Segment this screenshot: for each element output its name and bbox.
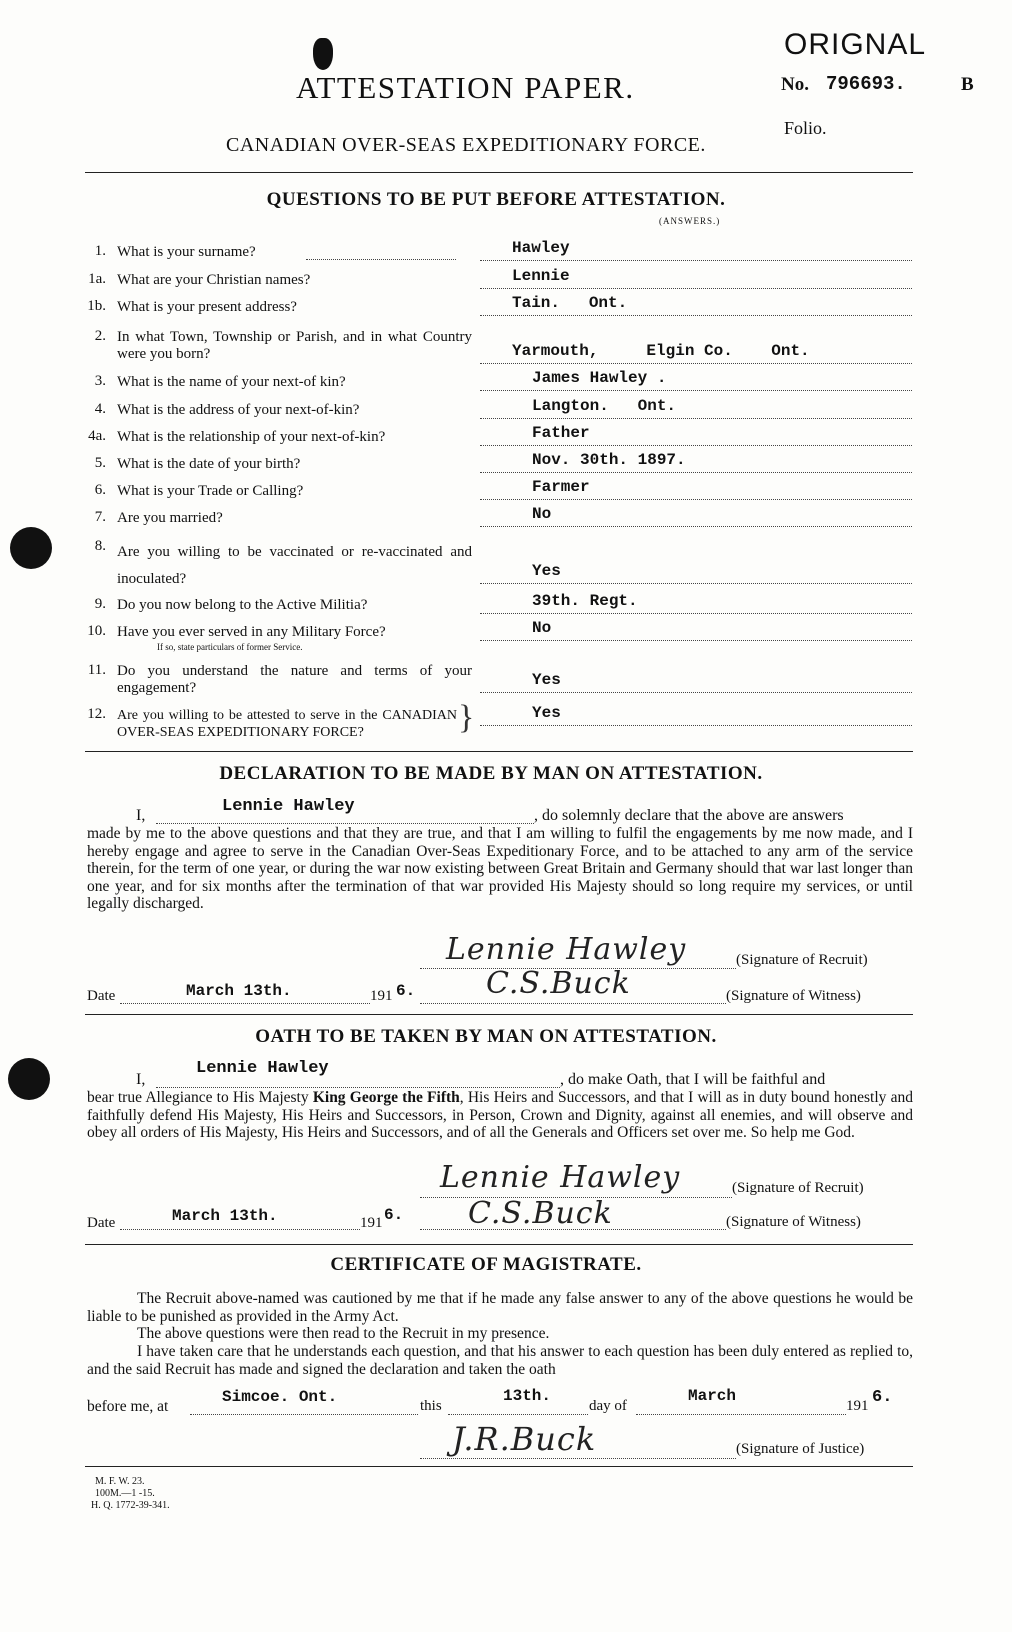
answer-militia: 39th. Regt. [532, 592, 638, 610]
questions-heading: QUESTIONS TO BE PUT BEFORE ATTESTATION. [266, 189, 726, 210]
answer-line [480, 288, 912, 289]
day-line [448, 1414, 588, 1415]
date-line [120, 1229, 360, 1230]
question-number: 6. [94, 482, 106, 498]
question-text: What is your Trade or Calling? [117, 483, 304, 499]
question-number: 1b. [87, 298, 106, 314]
divider [85, 751, 913, 752]
declaration-date: March 13th. [186, 982, 292, 1000]
name-line [156, 1087, 560, 1088]
answer-birthplace: Yarmouth, Elgin Co. Ont. [512, 342, 810, 360]
certificate-month: March [688, 1387, 737, 1405]
question-number: 2. [94, 328, 106, 344]
question-text: Do you understand the nature and terms of your engagement? [117, 663, 472, 696]
answer-understand-terms: Yes [532, 671, 561, 689]
question-number: 3. [94, 373, 106, 389]
recruit-signature: Lennie Hawley [446, 932, 687, 967]
year-prefix: 191 [360, 1215, 383, 1231]
answer-married: No [532, 505, 552, 523]
question-number: 4. [94, 401, 106, 417]
answer-line [480, 692, 912, 693]
answer-line [480, 390, 912, 391]
answer-line [480, 472, 912, 473]
oath-i: I, [136, 1071, 146, 1088]
answer-line [480, 260, 912, 261]
question-number: 11. [87, 662, 106, 678]
declaration-body: made by me to the above questions and that they are true, and that I am willing to fulfil the engagements by me now made, and I hereby engage and agree to serve in the Canadian Over-Seas Expeditionary Force, and to be attached to any arm of the service therein, for the term of one year, or during the war now existing between Great Britain and Germany should that war last longer than one year, and for six months after the termination of that war provided His Majesty should so long require my services, or until legally discharged. [87, 825, 913, 912]
question-number: 1. [94, 243, 106, 259]
this-label: this [420, 1398, 442, 1414]
question-number: 9. [94, 596, 106, 612]
answer-line [480, 613, 912, 614]
oath-body-a: bear true Allegiance to His Majesty [87, 1089, 313, 1106]
answer-line [480, 526, 912, 527]
question-text: What is the date of your birth? [117, 456, 301, 472]
certificate-place: Simcoe. Ont. [222, 1388, 338, 1406]
form-suffix: B [961, 74, 974, 95]
certificate-heading: CERTIFICATE OF MAGISTRATE. [330, 1254, 642, 1275]
oath-line1: , do make Oath, that I will be faithful and [560, 1071, 826, 1088]
justice-signature-label: (Signature of Justice) [736, 1441, 865, 1457]
oath-date: March 13th. [172, 1207, 278, 1225]
year-digit: 6. [384, 1206, 404, 1224]
question-text: What is the relationship of your next-of-kin? [117, 429, 386, 445]
oath-body [87, 1089, 913, 1142]
question-text: Are you willing to be attested to serve in the CANADIAN OVER-SEAS EXPEDITIONARY FORCE? [117, 708, 457, 740]
answer-line [480, 315, 912, 316]
answer-next-of-kin-address: Langton. Ont. [532, 397, 677, 415]
answer-birth-date: Nov. 30th. 1897. [532, 451, 686, 469]
form-code: M. F. W. 23. [95, 1476, 145, 1487]
oath-king: King George the Fifth [312, 1089, 460, 1106]
answer-willing-to-serve: Yes [532, 704, 561, 722]
oath-name: Lennie Hawley [196, 1059, 329, 1078]
answer-relationship: Father [532, 424, 590, 442]
recruit-signature: Lennie Hawley [440, 1160, 681, 1195]
question-number: 4a. [88, 428, 106, 444]
punch-hole [10, 527, 52, 569]
answers-label: (ANSWERS.) [659, 216, 721, 226]
question-text: What is the address of your next-of-kin? [117, 402, 360, 418]
page-title: ATTESTATION PAPER. [296, 70, 635, 105]
place-line [190, 1414, 418, 1415]
question-text: What are your Christian names? [117, 272, 311, 288]
answer-line [480, 583, 912, 584]
date-label: Date [87, 988, 116, 1004]
question-number: 5. [94, 455, 106, 471]
answer-prior-service: No [532, 619, 552, 637]
divider [85, 1014, 913, 1015]
answer-next-of-kin-name: James Hawley . [532, 369, 667, 387]
answer-vaccinated: Yes [532, 562, 561, 580]
answer-line [480, 445, 912, 446]
signature-line [420, 1458, 736, 1459]
question-note: If so, state particulars of former Service. [157, 642, 303, 652]
page-subtitle: CANADIAN OVER-SEAS EXPEDITIONARY FORCE. [226, 134, 706, 156]
print-run: 100M.—1 -15. [95, 1488, 155, 1499]
answer-present-address: Tain. Ont. [512, 294, 628, 312]
question-text: Are you willing to be vaccinated or re-vaccinated and inoculated? [117, 544, 472, 587]
question-text: What is your surname? [117, 244, 256, 260]
question-number: 1a. [88, 271, 106, 287]
answer-trade: Farmer [532, 478, 590, 496]
answer-line [480, 725, 912, 726]
certificate-p2: The above questions were then read to the Recruit in my presence. [137, 1325, 550, 1342]
witness-signature-label: (Signature of Witness) [726, 988, 861, 1004]
ink-blot [313, 38, 333, 70]
divider [85, 1466, 913, 1467]
recruit-signature-label: (Signature of Recruit) [736, 952, 868, 968]
answer-line [480, 499, 912, 500]
oath-body-b: , His Heirs and Successors, and that I will as in duty bound honestly and faithfully defend His Majesty, His Heirs and Successors, in Person, Crown and Dignity, against all enemies, and will observe and obey all orders of His Majesty, His Heirs and Successors, and of all the Generals and Officers set over me. So help me God. [87, 1089, 914, 1141]
answer-christian-names: Lennie [512, 267, 570, 285]
question-number: 12. [87, 706, 106, 722]
folio-label: Folio. [784, 118, 827, 138]
question-text: Have you ever served in any Military Force? [117, 624, 386, 640]
form-no-label: No. [781, 74, 809, 95]
answer-line [480, 418, 912, 419]
certificate-p1: The Recruit above-named was cautioned by me that if he made any false answer to any of the above questions he would be liable to be punished as provided in the Army Act. [87, 1290, 913, 1325]
certificate-day: 13th. [503, 1387, 552, 1405]
declaration-heading: DECLARATION TO BE MADE BY MAN ON ATTESTATION. [219, 763, 763, 784]
brace: } [458, 699, 475, 736]
question-text: Do you now belong to the Active Militia? [117, 597, 368, 613]
signature-line [420, 1003, 726, 1004]
before-me-label: before me, at [87, 1398, 169, 1415]
year-prefix: 191 [846, 1398, 869, 1414]
year-digit: 6. [396, 982, 416, 1000]
question-number: 10. [87, 623, 106, 639]
witness-signature-label: (Signature of Witness) [726, 1214, 861, 1230]
recruit-signature-label: (Signature of Recruit) [732, 1180, 864, 1196]
declaration-i: I, [136, 807, 146, 824]
answer-line [480, 640, 912, 641]
date-label: Date [87, 1215, 116, 1231]
original-stamp: ORIGNAL [784, 28, 927, 61]
witness-signature: C.S.Buck [486, 966, 631, 1001]
punch-hole [8, 1058, 50, 1100]
divider [85, 1244, 913, 1245]
question-text: In what Town, Township or Parish, and in what Country were you born? [117, 329, 472, 362]
question-number: 8. [94, 538, 106, 554]
witness-signature: C.S.Buck [468, 1196, 613, 1231]
leader-dots [306, 259, 456, 260]
question-text: Are you married? [117, 510, 223, 526]
signature-line [420, 1229, 726, 1230]
question-number: 7. [94, 509, 106, 525]
declaration-name: Lennie Hawley [222, 797, 355, 816]
answer-surname: Hawley [512, 239, 570, 257]
answer-line [480, 363, 912, 364]
certificate-p3: I have taken care that he understands each question, and that his answer to each question has been duly entered as replied to, and the said Recruit has made and signed the declaration and taken the oath [87, 1343, 913, 1378]
justice-signature: J.R.Buck [452, 1420, 597, 1458]
month-line [636, 1414, 846, 1415]
name-line [156, 823, 534, 824]
year-digit: 6. [872, 1388, 893, 1407]
question-text: What is your present address? [117, 299, 297, 315]
oath-heading: OATH TO BE TAKEN BY MAN ON ATTESTATION. [255, 1026, 717, 1047]
date-line [120, 1003, 370, 1004]
hq-reference: H. Q. 1772-39-341. [91, 1500, 170, 1511]
day-of-label: day of [589, 1398, 627, 1414]
form-number: 796693. [826, 73, 906, 95]
question-text: What is the name of your next-of kin? [117, 374, 346, 390]
divider [85, 172, 913, 173]
year-prefix: 191 [370, 988, 393, 1004]
declaration-line1: , do solemnly declare that the above are answers [534, 807, 844, 824]
